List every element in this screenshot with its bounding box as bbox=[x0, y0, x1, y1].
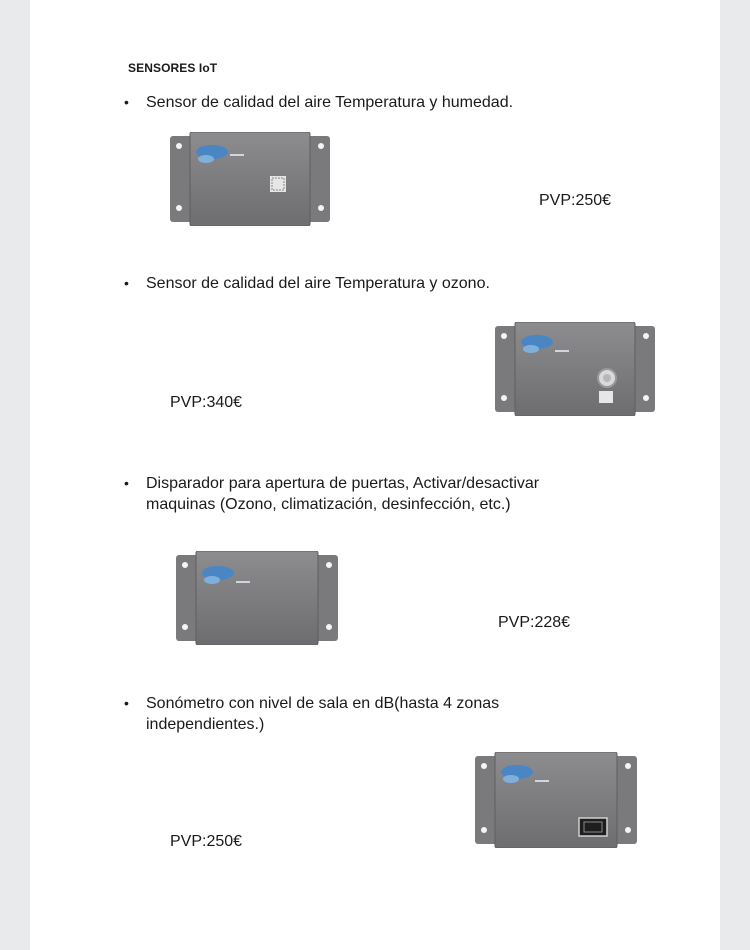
trigger-device-icon bbox=[176, 551, 338, 645]
sensor-device-icon bbox=[170, 132, 330, 226]
product-description-text: Sonómetro con nivel de sala en dB(hasta 4 zonas independientes.) bbox=[146, 695, 500, 733]
ozone-sensor-device-icon bbox=[495, 322, 655, 416]
product-price: PVP:228€ bbox=[498, 614, 571, 631]
bullet: • bbox=[124, 695, 129, 711]
product-description bbox=[124, 92, 606, 113]
product-description bbox=[124, 273, 606, 294]
bullet: • bbox=[124, 94, 129, 110]
product-description-text: Sensor de calidad del aire Temperatura y ozono. bbox=[146, 275, 490, 292]
section-title: SENSORES IoT bbox=[128, 61, 218, 75]
product-price: PVP:250€ bbox=[539, 192, 612, 209]
product-description bbox=[124, 473, 606, 515]
product-description bbox=[124, 693, 606, 735]
bullet: • bbox=[124, 475, 129, 491]
sound-meter-device-icon bbox=[475, 752, 637, 848]
product-description-text: Sensor de calidad del aire Temperatura y humedad. bbox=[146, 94, 514, 111]
product-price: PVP:340€ bbox=[170, 394, 243, 411]
document-page bbox=[30, 0, 720, 950]
product-price: PVP:250€ bbox=[170, 833, 243, 850]
bullet: • bbox=[124, 275, 129, 291]
product-description-text: Disparador para apertura de puertas, Activar/desactivar maquinas (Ozono, climatización, desinfección, etc.) bbox=[146, 475, 540, 513]
